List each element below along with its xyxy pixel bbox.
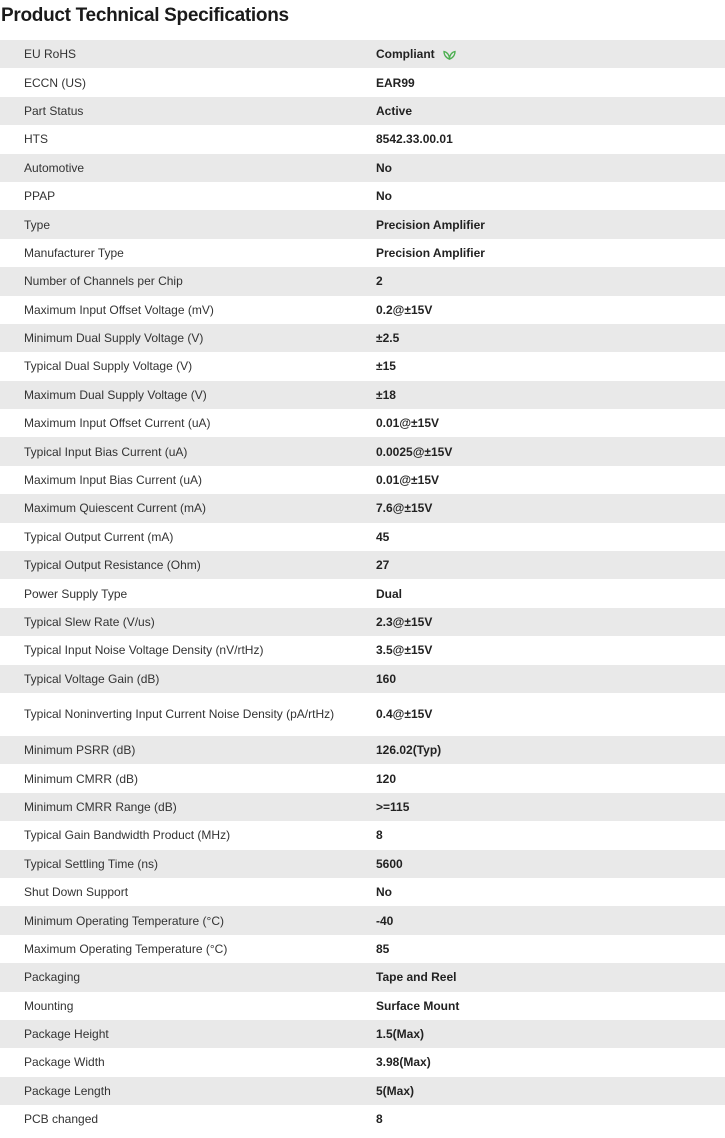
spec-value-text: Compliant: [376, 47, 435, 62]
spec-value: [376, 736, 725, 764]
spec-value-text: 27: [376, 558, 390, 573]
spec-value-text: 0.2@±15V: [376, 302, 433, 317]
spec-value: [376, 878, 725, 906]
table-row: [0, 296, 725, 324]
spec-value: [376, 267, 725, 295]
table-row: [0, 466, 725, 494]
spec-value-text: 85: [376, 941, 390, 956]
spec-value: [376, 210, 725, 238]
spec-value: [376, 992, 725, 1020]
spec-value-text: 0.4@±15V: [376, 707, 433, 722]
spec-value-text: ±15: [376, 359, 396, 374]
spec-label: Power Supply Type: [0, 579, 376, 607]
spec-value: [376, 1105, 725, 1133]
spec-value: [376, 40, 725, 68]
spec-label: Typical Input Noise Voltage Density (nV/rtHz): [0, 636, 376, 664]
spec-value-text: 45: [376, 529, 390, 544]
spec-value: [376, 906, 725, 934]
spec-value: [376, 665, 725, 693]
table-row: [0, 906, 725, 934]
spec-value-text: Dual: [376, 586, 403, 601]
table-row: [0, 523, 725, 551]
table-row: [0, 935, 725, 963]
spec-value-text: 160: [376, 671, 397, 686]
spec-value-text: 5600: [376, 856, 403, 871]
spec-value-text: 0.0025@±15V: [376, 444, 453, 459]
spec-value-text: 2.3@±15V: [376, 615, 433, 629]
spec-value-text: Surface Mount: [376, 998, 460, 1013]
table-row: [0, 1077, 725, 1105]
spec-value: [376, 381, 725, 409]
spec-value-text: 3.98(Max): [376, 1055, 431, 1070]
table-row: [0, 1048, 725, 1076]
spec-value: [376, 182, 725, 210]
spec-value-text: 5(Max): [376, 1083, 415, 1098]
table-row: [0, 324, 725, 352]
spec-label: EU RoHS: [0, 40, 376, 68]
table-row: [0, 579, 725, 607]
spec-value: [376, 296, 725, 324]
spec-label: PPAP: [0, 182, 376, 210]
spec-value: [376, 409, 725, 437]
table-row: [0, 1020, 725, 1048]
spec-label: Number of Channels per Chip: [0, 267, 376, 295]
spec-value-text: Active: [376, 103, 413, 118]
spec-value-text: EAR99: [376, 75, 415, 90]
table-row: [0, 97, 725, 125]
spec-value-text: 0.01@±15V: [376, 416, 439, 431]
spec-value: [376, 850, 725, 878]
spec-label: Packaging: [0, 963, 376, 991]
spec-value: [376, 963, 725, 991]
table-row: [0, 821, 725, 849]
table-row: [0, 764, 725, 792]
table-row: [0, 154, 725, 182]
table-row: [0, 352, 725, 380]
spec-label: Package Width: [0, 1048, 376, 1076]
table-row: [0, 125, 725, 153]
page-title: Product Technical Specifications: [1, 5, 289, 26]
table-row: [0, 182, 725, 210]
table-row: [0, 494, 725, 522]
spec-label: Minimum CMRR (dB): [0, 764, 376, 792]
spec-value: [376, 523, 725, 551]
spec-label: Manufacturer Type: [0, 239, 376, 267]
specs-table: [0, 40, 725, 1133]
spec-label: Minimum PSRR (dB): [0, 736, 376, 764]
table-row: [0, 1105, 725, 1133]
spec-value: [376, 693, 725, 736]
spec-label: Typical Settling Time (ns): [0, 850, 376, 878]
spec-value: [376, 494, 725, 522]
table-row: [0, 267, 725, 295]
table-row: [0, 963, 725, 991]
spec-label: Package Height: [0, 1020, 376, 1048]
table-row: [0, 693, 725, 736]
spec-value-text: No: [376, 885, 392, 900]
spec-label: Mounting: [0, 992, 376, 1020]
spec-value-text: 1.5(Max): [376, 1027, 425, 1042]
spec-label: Maximum Operating Temperature (°C): [0, 935, 376, 963]
table-row: [0, 551, 725, 579]
spec-value-text: ±18: [376, 387, 396, 402]
spec-value-text: No: [376, 160, 392, 175]
spec-value-text: 8: [376, 1112, 383, 1127]
spec-value: [376, 935, 725, 963]
table-row: [0, 409, 725, 437]
spec-label: Maximum Dual Supply Voltage (V): [0, 381, 376, 409]
spec-value: [376, 821, 725, 849]
spec-label: Maximum Quiescent Current (mA): [0, 494, 376, 522]
spec-value: [376, 97, 725, 125]
spec-value-text: Tape and Reel: [376, 970, 457, 985]
spec-value: [376, 154, 725, 182]
spec-label: Package Length: [0, 1077, 376, 1105]
table-row: [0, 608, 725, 636]
table-row: [0, 381, 725, 409]
spec-label: Part Status: [0, 97, 376, 125]
spec-value: [376, 793, 725, 821]
spec-label: Typical Noninverting Input Current Noise Density (pA/rtHz): [0, 693, 376, 736]
spec-value-text: 0.01@±15V: [376, 473, 439, 488]
table-row: [0, 68, 725, 96]
spec-value-text: 126.02(Typ): [376, 743, 442, 758]
spec-label: Typical Gain Bandwidth Product (MHz): [0, 821, 376, 849]
spec-label: Typical Voltage Gain (dB): [0, 665, 376, 693]
spec-label: Typical Dual Supply Voltage (V): [0, 352, 376, 380]
spec-label: HTS: [0, 125, 376, 153]
spec-value: [376, 636, 725, 664]
table-row: [0, 636, 725, 664]
leaf-icon: [443, 49, 456, 60]
table-row: [0, 239, 725, 267]
specs-table-body: [0, 40, 725, 1133]
spec-value: [376, 579, 725, 607]
table-row: [0, 736, 725, 764]
spec-value-text: 3.5@±15V: [376, 643, 433, 658]
spec-label: Minimum Operating Temperature (°C): [0, 906, 376, 934]
spec-label: Typical Output Resistance (Ohm): [0, 551, 376, 579]
spec-value: [376, 1077, 725, 1105]
spec-value: [376, 239, 725, 267]
spec-label: Typical Slew Rate (V/us): [0, 608, 376, 636]
spec-value: [376, 437, 725, 465]
table-row: [0, 793, 725, 821]
spec-label: Shut Down Support: [0, 878, 376, 906]
spec-value-text: Precision Amplifier: [376, 217, 485, 232]
spec-label: Typical Input Bias Current (uA): [0, 437, 376, 465]
spec-label: Automotive: [0, 154, 376, 182]
spec-value: [376, 608, 725, 636]
spec-value-text: 8: [376, 828, 383, 843]
spec-value-text: 7.6@±15V: [376, 501, 433, 516]
spec-value-text: 8542.33.00.01: [376, 132, 453, 147]
spec-label: PCB changed: [0, 1105, 376, 1133]
spec-label: Maximum Input Bias Current (uA): [0, 466, 376, 494]
spec-value-text: Precision Amplifier: [376, 245, 485, 260]
spec-label: Type: [0, 210, 376, 238]
spec-label: ECCN (US): [0, 68, 376, 96]
spec-label: Maximum Input Offset Voltage (mV): [0, 296, 376, 324]
spec-value: [376, 551, 725, 579]
table-row: [0, 878, 725, 906]
spec-value: [376, 352, 725, 380]
spec-value: [376, 466, 725, 494]
table-row: [0, 992, 725, 1020]
table-row: [0, 850, 725, 878]
spec-value: [376, 1020, 725, 1048]
spec-value-text: >=115: [376, 799, 410, 814]
spec-value-text: 120: [376, 771, 397, 786]
spec-label: Minimum Dual Supply Voltage (V): [0, 324, 376, 352]
table-row: [0, 665, 725, 693]
table-row: [0, 40, 725, 68]
spec-value: [376, 68, 725, 96]
spec-value-text: -40: [376, 913, 394, 928]
spec-label: Typical Output Current (mA): [0, 523, 376, 551]
spec-value-text: ±2.5: [376, 331, 400, 346]
table-row: [0, 210, 725, 238]
spec-value: [376, 1048, 725, 1076]
spec-value-text: 2: [376, 274, 383, 289]
spec-value-text: No: [376, 189, 392, 204]
spec-value: [376, 764, 725, 792]
spec-label: Minimum CMRR Range (dB): [0, 793, 376, 821]
spec-label: Maximum Input Offset Current (uA): [0, 409, 376, 437]
spec-value: [376, 324, 725, 352]
spec-value: [376, 125, 725, 153]
table-row: [0, 437, 725, 465]
